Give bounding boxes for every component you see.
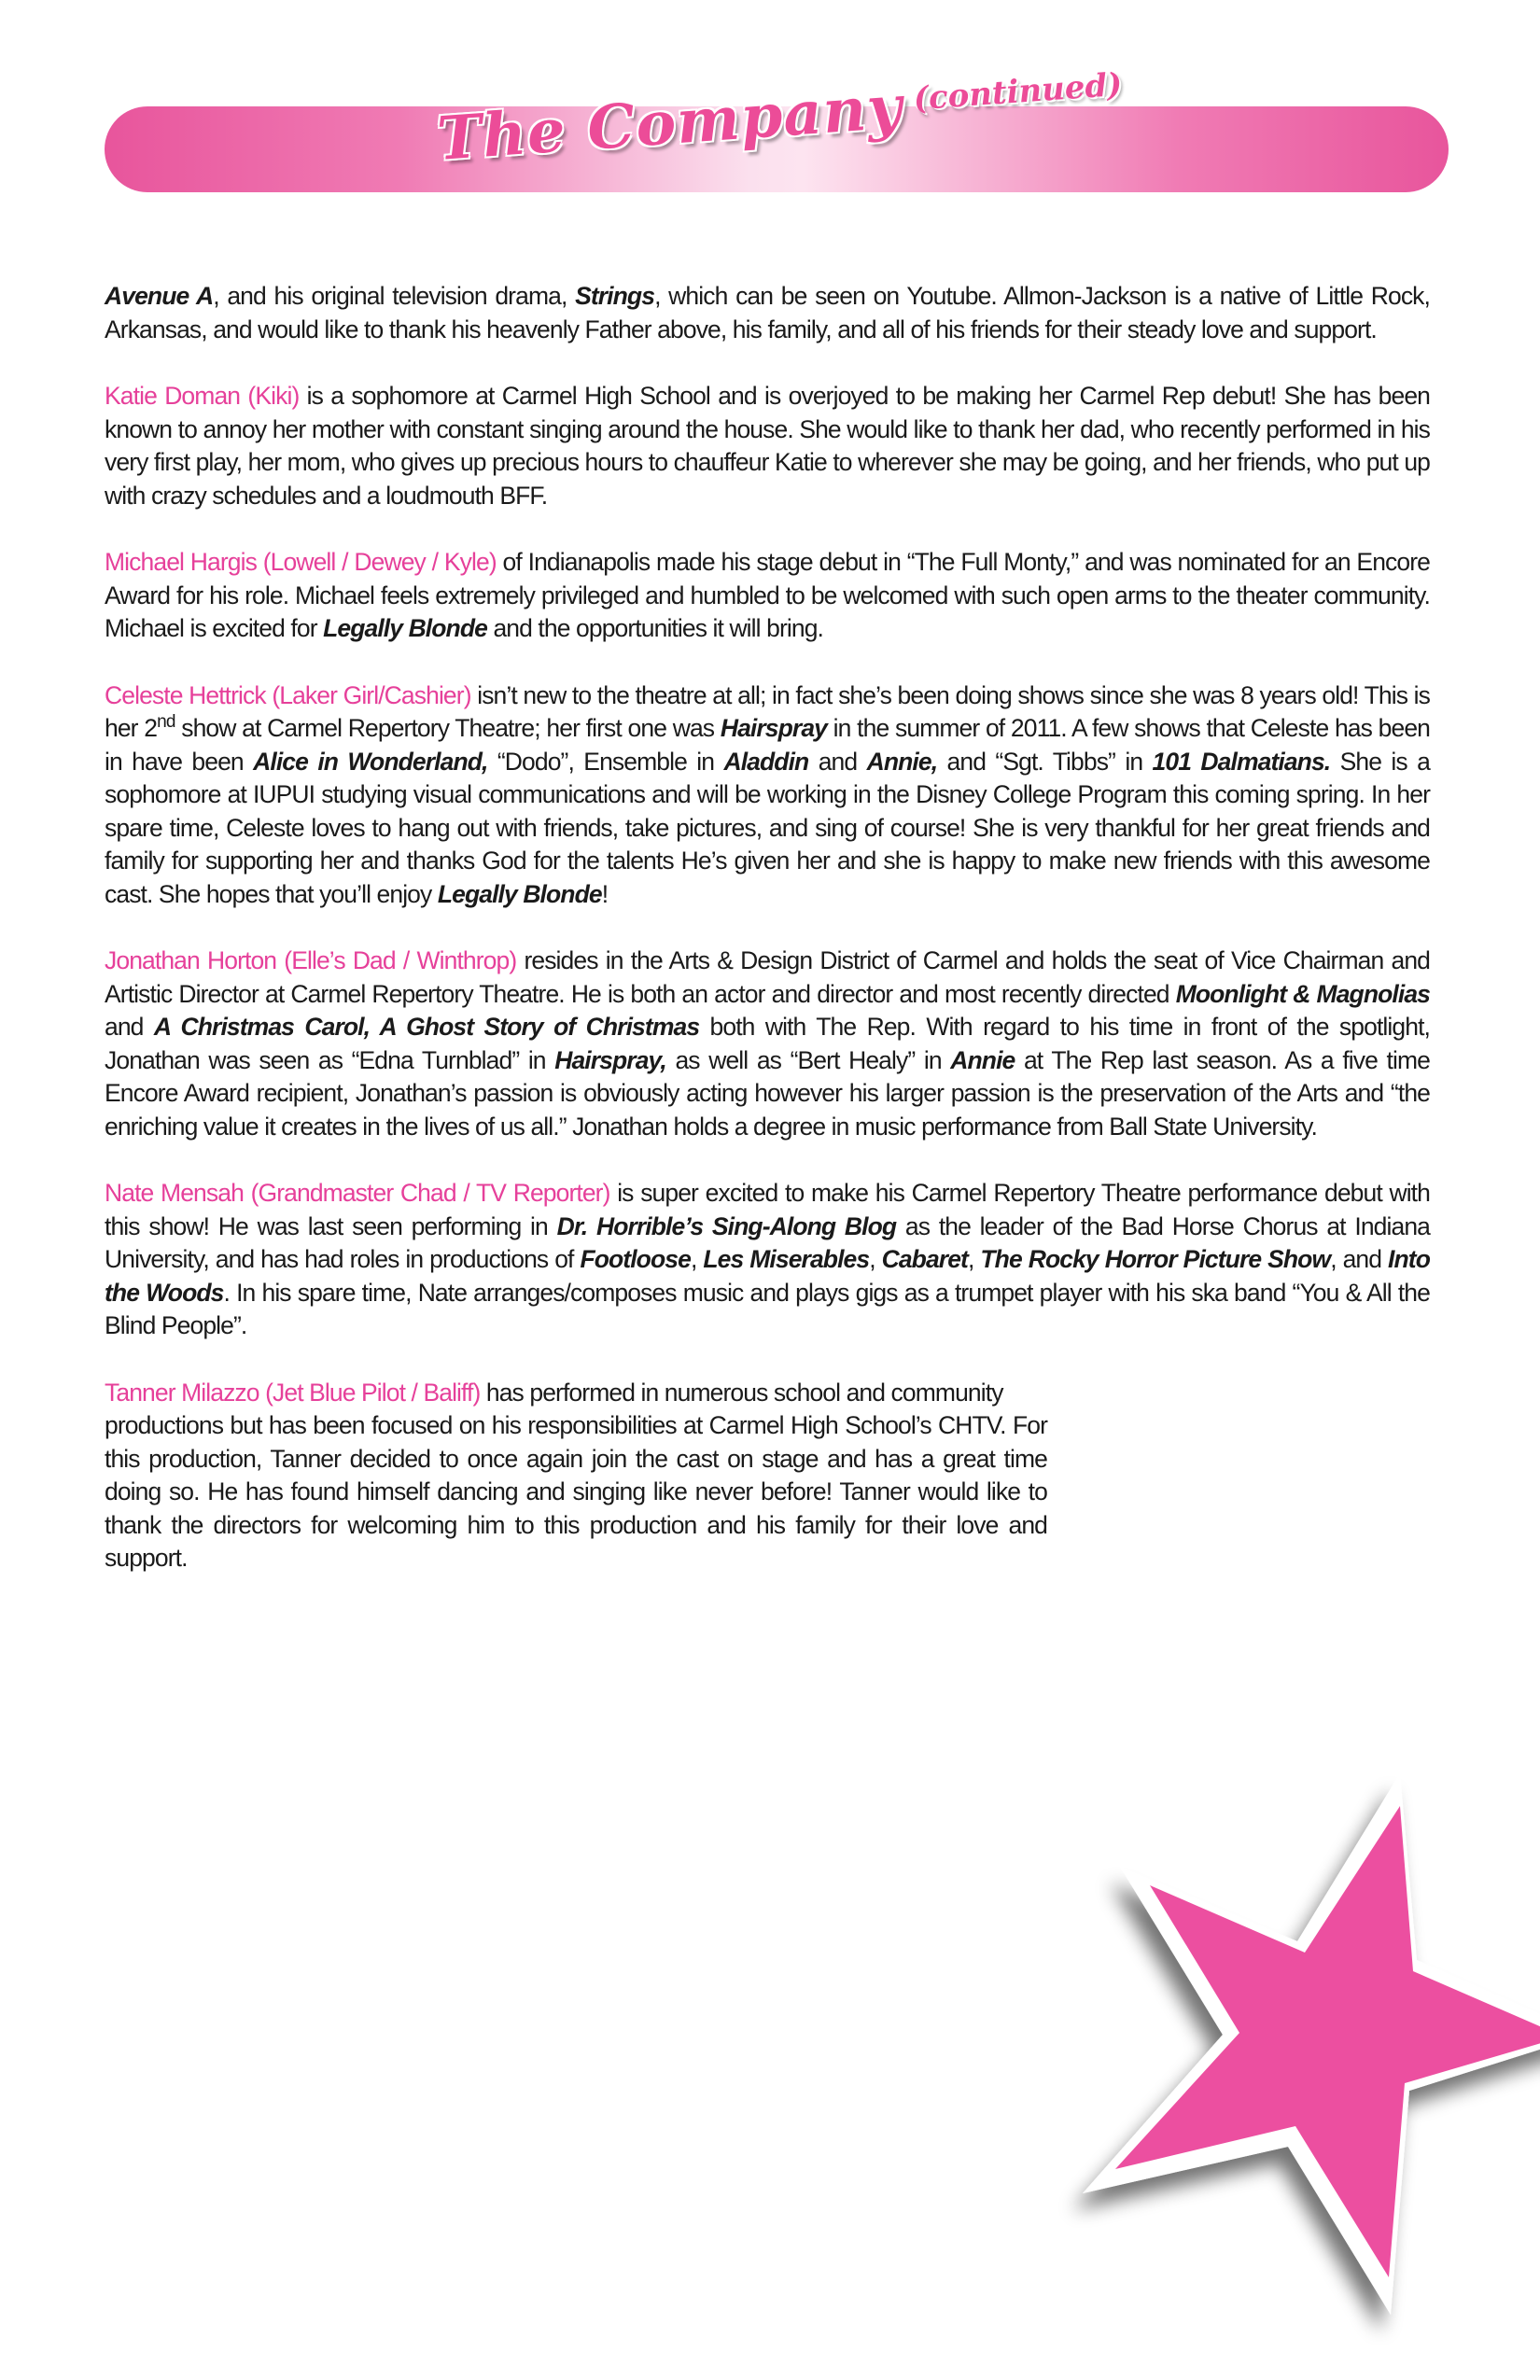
title-subtitle: (continued) (912, 65, 1124, 119)
show-title: Hairspray, (554, 1045, 666, 1074)
bio-text: resides in the Arts & Design District of Carmel and holds the seat of Vice Chairman and Artistic Director at Carmel Repertory Theatre. He is both an actor and director and most recently directed (105, 946, 1430, 1008)
bio-text: , (968, 1245, 981, 1273)
bio-paragraph (105, 380, 1430, 512)
show-title: Hairspray (720, 714, 827, 742)
bio-paragraph (105, 945, 1430, 1143)
star-icon (1017, 1755, 1540, 2380)
bio-text: at The Rep last season. As a five time Encore Award recipient, Jonathan’s passion is obviously acting however his larger passion is the preservation of the Arts and “the enriching value it creates in the lives of us all.” Jonathan holds a degree in music performance from Ball State University. (105, 1045, 1431, 1141)
bio-text: show at Carmel Repertory Theatre; her first one was (175, 714, 721, 742)
show-title: Annie, (866, 747, 938, 776)
bio-name: Katie Doman (Kiki) (105, 382, 300, 410)
bio-name: Jonathan Horton (Elle’s Dad / Winthrop) (105, 946, 517, 974)
bio-text-line1: has performed in numerous school and community (480, 1378, 1003, 1407)
bio-paragraph (105, 1177, 1430, 1343)
show-title: 101 Dalmatians. (1152, 747, 1331, 776)
bio-name: Celeste Hettrick (Laker Girl/Cashier) (105, 680, 471, 709)
bio-paragraph (105, 546, 1430, 646)
bio-text: both with The Rep. With regard to his time in front of the spotlight, Jonathan was seen as “Edna Turnblad” in (105, 1013, 1430, 1074)
show-title: Annie (950, 1045, 1015, 1074)
show-title: Aladdin (723, 747, 809, 776)
bio-name: Tanner Milazzo (Jet Blue Pilot / Baliff) (105, 1378, 481, 1407)
bio-text: and (105, 1013, 154, 1041)
bio-text-rest: productions but has been focused on his responsibilities at Carmel High School’s CHTV. For this production, Tanner decided to once again join the cast on stage and has a great time doing so. He has found himself dancing and singing like never before! Tanner would like to thank the directors for welcoming him to this production and his family for their love and support. (105, 1411, 1047, 1572)
bio-text: “Dodo”, Ensemble in (487, 747, 724, 776)
bio-paragraph (105, 1377, 1254, 1575)
show-title: Dr. Horrible’s Sing-Along Blog (556, 1211, 897, 1240)
bio-text: in the summer of 2011. A few shows that Celeste has been in have been (105, 714, 1431, 776)
bio-text: isn’t new to the theatre at all; in fact she’s been doing shows since she was 8 years old! This is her 2 (105, 680, 1430, 742)
ordinal-suffix: nd (157, 712, 175, 733)
bio-text: , and (1330, 1245, 1389, 1273)
show-title: Les Miserables (703, 1245, 870, 1273)
bio-text: . In his spare time, Nate arranges/composes music and plays gigs as a trumpet player with his ska band “You & All the Blind People”. (105, 1278, 1430, 1339)
bio-text: She is a sophomore at IUPUI studying visual communications and will be working in the Disney College Program this coming spring. In her spare time, Celeste loves to hang out with friends, take pictures, and sing of course! She is very thankful for her great friends and family for supporting her and thanks God for the talents He’s given her and she is happy to make new friends with this awesome cast. She hopes that you’ll enjoy (105, 747, 1430, 908)
bio-text: , which can be seen on Youtube. Allmon-Jackson is a native of Little Rock, Arkansas, and would like to thank his heavenly Father above, his family, and all of his friends for their steady love and support. (105, 282, 1430, 343)
bio-text: of Indianapolis made his stage debut in “The Full Monty,” and was nominated for an Encore Award for his role. Michael feels extremely privileged and humbled to be welcomed with such open arms to the theater community. Michael is excited for (105, 548, 1430, 642)
bio-text: and (808, 747, 867, 776)
bio-paragraph (105, 679, 1430, 912)
bio-paragraph (105, 280, 1430, 346)
bio-list (105, 280, 1430, 1609)
bio-text: is super excited to make his Carmel Repertory Theatre performance debut with this show! He was last seen performing in (105, 1179, 1430, 1240)
show-title: Legally Blonde (437, 879, 602, 908)
title-main: The Company (435, 72, 905, 175)
bio-text: is a sophomore at Carmel High School and is overjoyed to be making her Carmel Rep debut! She has been known to annoy her mother with constant singing around the house. She would like to thank her dad, who recently performed in his very first play, her mom, who gives up precious hours to chauffeur Katie to wherever she may be going, and her friends, who put up with crazy schedules and a loudmouth BFF. (105, 382, 1431, 510)
bio-text: and the opportunities it will bring. (486, 614, 823, 642)
show-title: Moonlight & Magnolias (1175, 979, 1430, 1008)
bio-text: and “Sgt. Tibbs” in (937, 747, 1153, 776)
show-title: Footloose (580, 1245, 691, 1273)
bio-paragraphs (105, 280, 1430, 1343)
bio-text: , (690, 1245, 704, 1273)
show-title: Cabaret (881, 1245, 968, 1273)
show-title: The Rocky Horror Picture Show (980, 1245, 1331, 1273)
bio-name: Michael Hargis (Lowell / Dewey / Kyle) (105, 548, 497, 576)
bio-text: as the leader of the Bad Horse Chorus at Indiana University, and has had roles in productions of (105, 1211, 1431, 1273)
bio-text: , (869, 1245, 882, 1273)
show-title: Into the Woods (105, 1245, 1430, 1307)
bio-text: ! (601, 879, 609, 908)
show-title: Avenue A (105, 282, 214, 310)
bio-text: , and his original television drama, (213, 282, 576, 310)
show-title: Strings (575, 282, 655, 310)
bio-name: Nate Mensah (Grandmaster Chad / TV Reporter) (105, 1179, 610, 1207)
show-title: A Christmas Carol, A Ghost Story of Christmas (153, 1013, 700, 1041)
show-title: Legally Blonde (323, 614, 487, 642)
bio-text: as well as “Bert Healy” in (665, 1045, 951, 1074)
show-title: Alice in Wonderland, (253, 747, 488, 776)
